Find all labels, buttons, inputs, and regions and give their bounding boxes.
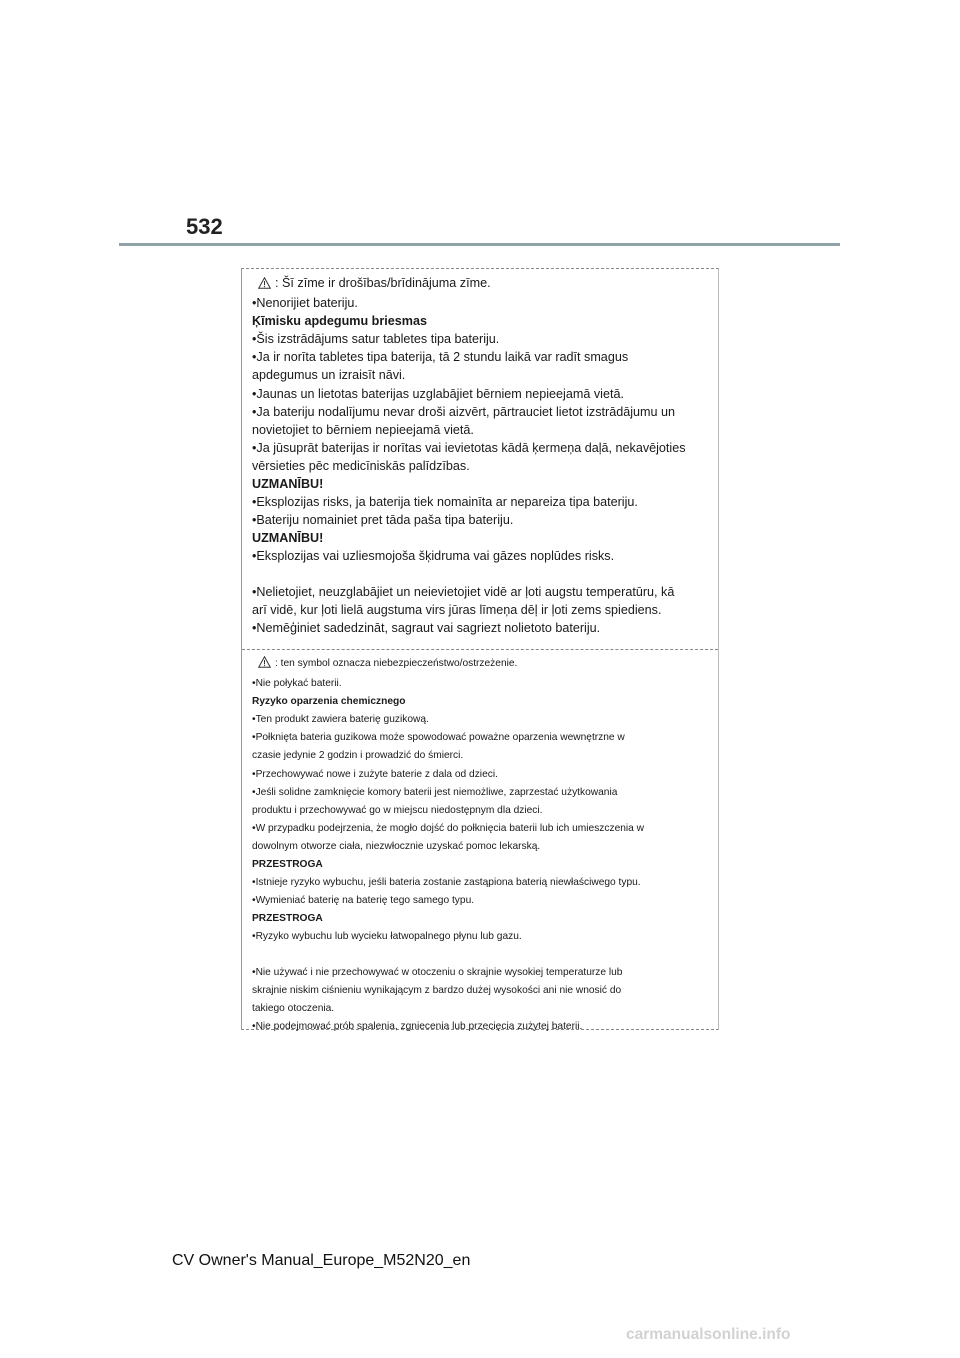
polish-notice: [252, 655, 712, 1036]
header-rule: [119, 243, 840, 246]
latvian-line: •Nemēģiniet sadedzināt, sagraut vai sagriezt nolietoto bateriju.: [252, 620, 601, 635]
polish-line: •Ryzyko wybuchu lub wycieku łatwopalnego płynu lub gazu.: [252, 931, 522, 943]
latvian-symbol-line: [252, 274, 712, 294]
polish-line: •Połknięta bateria guzikowa może spowodować poważne oparzenia wewnętrzne w: [252, 732, 625, 744]
manual-name-footer: CV Owner's Manual_Europe_M52N20_en: [172, 1252, 471, 1269]
latvian-line: vērsieties pēc medicīniskās palīdzības.: [252, 458, 470, 473]
latvian-heading: UZMANĪBU!: [252, 477, 324, 492]
polish-heading: PRZESTROGA: [252, 913, 323, 925]
latvian-notice: [252, 274, 712, 637]
polish-line: •Wymieniać baterię na baterię tego samego typu.: [252, 895, 475, 907]
polish-line: •Nie podejmować prób spalenia, zgniecenia lub przecięcia zużytej baterii.: [252, 1020, 583, 1032]
latvian-line: novietojiet to bērniem nepieejamā vietā.: [252, 422, 474, 437]
latvian-symbol-text: : Šī zīme ir drošības/brīdinājuma zīme.: [275, 276, 491, 290]
polish-line: •Nie połykać baterii.: [252, 678, 342, 690]
latvian-line: •Nelietojiet, neuzglabājiet un neievietojiet vidē ar ļoti augstu temperatūru, kā: [252, 584, 675, 599]
latvian-line: •Eksplozijas risks, ja baterija tiek nomainīta ar nepareiza tipa bateriju.: [252, 495, 638, 510]
latvian-line: •Eksplozijas vai uzliesmojoša šķidruma vai gāzes noplūdes risks.: [252, 549, 615, 564]
polish-line: •Nie używać i nie przechowywać w otoczeniu o skrajnie wysokiej temperaturze lub: [252, 966, 623, 978]
polish-line: •Przechowywać nowe i zużyte baterie z dala od dzieci.: [252, 768, 498, 780]
polish-heading: PRZESTROGA: [252, 859, 323, 871]
latvian-line: •Ja ir norīta tabletes tipa baterija, tā 2 stundu laikā var radīt smagus: [252, 350, 629, 365]
polish-line: dowolnym otworze ciała, niezwłocznie uzyskać pomoc lekarską.: [252, 840, 541, 852]
polish-line: •Ten produkt zawiera baterię guzikową.: [252, 714, 429, 726]
latvian-line: apdegumus un izraisīt nāvi.: [252, 368, 406, 383]
warning-triangle-icon: [258, 276, 271, 294]
polish-line: produktu i przechowywać go w miejscu niedostępnym dla dzieci.: [252, 804, 543, 816]
latvian-line: •Ja jūsuprāt baterijas ir norītas vai ievietotas kādā ķermeņa daļā, nekavējoties: [252, 440, 686, 455]
polish-line: •Istnieje ryzyko wybuchu, jeśli bateria zostanie zastąpiona baterią niewłaściwego typu.: [252, 877, 641, 889]
language-divider: [242, 649, 718, 650]
page-number: 532: [186, 214, 223, 239]
latvian-line: •Ja bateriju nodalījumu nevar droši aizvērt, pārtrauciet lietot izstrādājumu un: [252, 404, 676, 419]
battery-warning-scan: [241, 268, 719, 1030]
polish-line: •W przypadku podejrzenia, że mogło dojść do połknięcia baterii lub ich umieszczenia w: [252, 822, 645, 834]
latvian-line: •Šis izstrādājums satur tabletes tipa bateriju.: [252, 332, 500, 347]
latvian-heading: UZMANĪBU!: [252, 531, 324, 546]
warning-triangle-icon: [258, 656, 271, 675]
polish-line: takiego otoczenia.: [252, 1002, 335, 1014]
polish-symbol-text: : ten symbol oznacza niebezpieczeństwo/ostrzeżenie.: [275, 658, 518, 669]
latvian-line: arī vidē, kur ļoti lielā augstuma virs jūras līmeņa dēļ ir ļoti zems spiediens.: [252, 602, 662, 617]
polish-symbol-line: [252, 655, 712, 675]
latvian-line: •Nenorijiet bateriju.: [252, 296, 358, 311]
polish-heading: Ryzyko oparzenia chemicznego: [252, 696, 406, 708]
polish-line: skrajnie niskim ciśnieniu wynikającym z bardzo dużej wysokości ani nie wnosić do: [252, 984, 622, 996]
latvian-line: •Bateriju nomainiet pret tāda paša tipa bateriju.: [252, 513, 514, 528]
site-watermark: carmanualsonline.info: [626, 1326, 791, 1343]
polish-line: czasie jedynie 2 godzin i prowadzić do śmierci.: [252, 750, 464, 762]
latvian-line: •Jaunas un lietotas baterijas uzglabājiet bērniem nepieejamā vietā.: [252, 386, 624, 401]
latvian-heading: Ķīmisku apdegumu briesmas: [252, 314, 427, 329]
polish-line: •Jeśli solidne zamknięcie komory baterii jest niemożliwe, zaprzestać użytkowania: [252, 786, 618, 798]
